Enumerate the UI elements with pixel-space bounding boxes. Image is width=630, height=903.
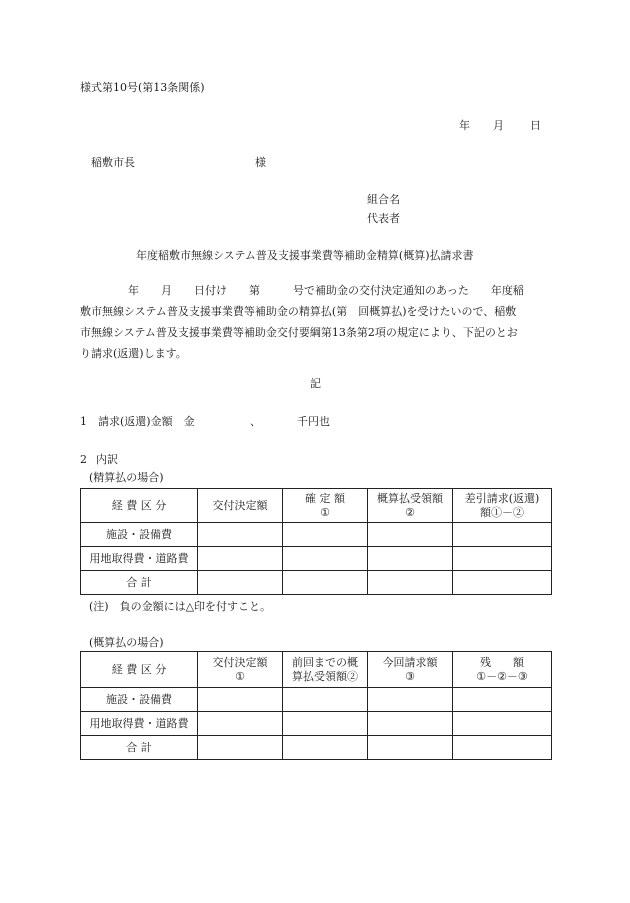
amount-cell [198, 571, 283, 595]
amount-cell [283, 523, 368, 547]
amount-cell [453, 547, 552, 571]
table-header-row [81, 489, 552, 523]
amount-cell [198, 547, 283, 571]
table-row [81, 523, 552, 547]
amount-cell [283, 712, 368, 736]
table-row [81, 736, 552, 760]
header-cell: 今回請求額 ③ [368, 652, 453, 688]
date-month: 月 [493, 119, 504, 132]
table-row [81, 571, 552, 595]
body-line: 年 月 日付け 第 号で補助金の交付決定通知のあった 年度稲 [128, 284, 524, 297]
addressee-name: 稲敷市長 [91, 156, 135, 169]
amount-cell [283, 571, 368, 595]
item1-number: 1 [80, 415, 87, 428]
header-cell: 前回までの概 算払受領額② [283, 652, 368, 688]
amount-cell [368, 547, 453, 571]
row-label: 合 計 [81, 736, 198, 760]
row-label: 施設・設備費 [81, 688, 198, 712]
body-line: り請求(返還)します。 [80, 347, 187, 360]
date-day: 日 [530, 119, 541, 132]
estimate-table [80, 651, 552, 760]
amount-cell [283, 547, 368, 571]
header-cell: 経 費 区 分 [81, 489, 198, 523]
amount-cell [198, 688, 283, 712]
amount-cell [198, 712, 283, 736]
amount-cell [368, 571, 453, 595]
amount-cell [453, 688, 552, 712]
header-cell: 交付決定額 [198, 489, 283, 523]
header-cell: 残 額 ①－②－③ [453, 652, 552, 688]
document-title: 年度稲敷市無線システム普及支援事業費等補助金精算(概算)払請求書 [136, 249, 474, 262]
header-cell: 概算払受領額 ② [368, 489, 453, 523]
amount-cell [453, 571, 552, 595]
header-cell: 確 定 額 ① [283, 489, 368, 523]
ki-heading: 記 [310, 377, 321, 390]
item2-label: 内訳 [96, 453, 118, 466]
addressee-honorific: 様 [255, 156, 266, 169]
header-cell: 経 費 区 分 [81, 652, 198, 688]
amount-cell [283, 736, 368, 760]
body-line: 市無線システム普及支援事業費等補助金交付要綱第13条第2項の規定により、下記のとお [80, 326, 518, 339]
row-label: 施設・設備費 [81, 523, 198, 547]
table-row [81, 547, 552, 571]
amount-cell [453, 712, 552, 736]
table-row [81, 712, 552, 736]
header-cell: 差引請求(返還) 額①－② [453, 489, 552, 523]
item2-number: 2 [80, 453, 87, 466]
amount-cell [368, 523, 453, 547]
table-row [81, 688, 552, 712]
item1-label: 請求(返還)金額 金 [98, 415, 195, 428]
amount-cell [198, 523, 283, 547]
settlement-table [80, 488, 552, 595]
row-label: 用地取得費・道路費 [81, 712, 198, 736]
body-line: 敷市無線システム普及支援事業費等補助金の精算払(第 回概算払)を受けたいので、稲敷 [80, 305, 517, 318]
amount-cell [453, 523, 552, 547]
item1-unit: 千円也 [297, 415, 330, 428]
amount-cell [198, 736, 283, 760]
amount-cell [453, 736, 552, 760]
union-name-label: 組合名 [367, 193, 400, 206]
header-cell: 交付決定額 ① [198, 652, 283, 688]
representative-label: 代表者 [367, 212, 400, 225]
row-label: 用地取得費・道路費 [81, 547, 198, 571]
amount-cell [368, 688, 453, 712]
item1-separator: 、 [250, 415, 261, 428]
form-number: 様式第10号(第13条関係) [80, 81, 205, 94]
amount-cell [283, 688, 368, 712]
settlement-caption: (精算払の場合) [89, 471, 164, 484]
body-paragraph [80, 280, 550, 364]
settlement-note: (注) 負の金額には△印を付すこと。 [89, 600, 272, 613]
amount-cell [368, 712, 453, 736]
table-header-row [81, 652, 552, 688]
row-label: 合 計 [81, 571, 198, 595]
estimate-caption: (概算払の場合) [89, 636, 164, 649]
date-year: 年 [459, 119, 470, 132]
amount-cell [368, 736, 453, 760]
